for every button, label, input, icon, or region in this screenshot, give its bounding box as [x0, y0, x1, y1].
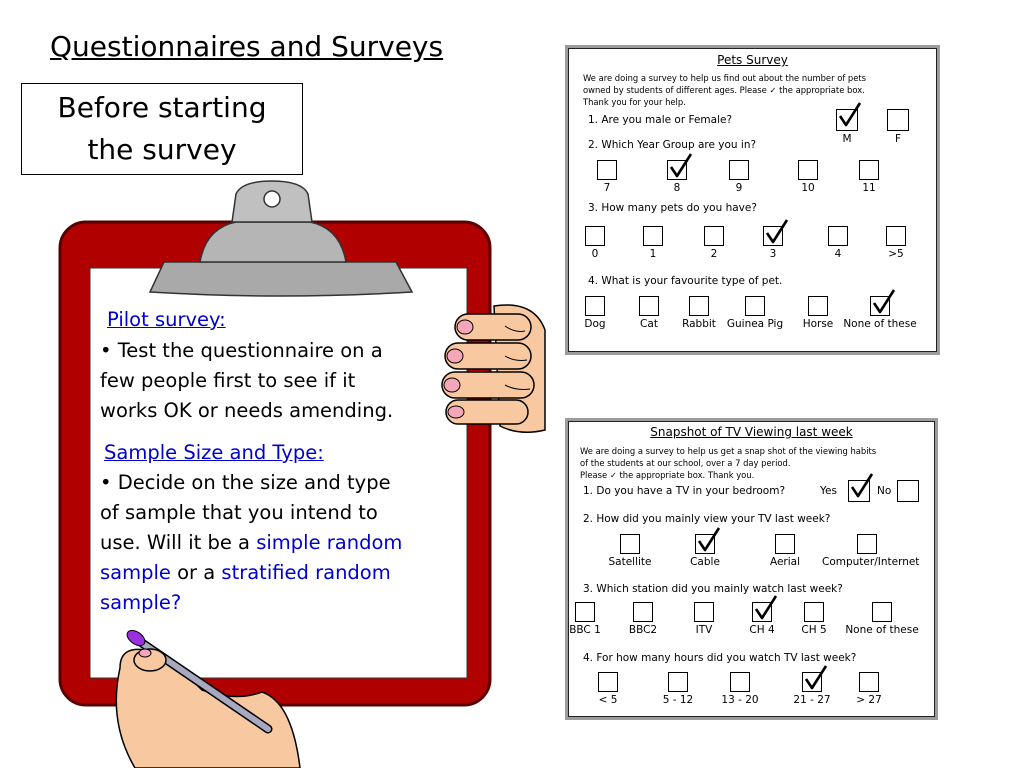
option-label: 9	[735, 182, 743, 194]
highlight-segment: sample?	[100, 591, 182, 614]
option-label: > 27	[856, 694, 882, 706]
checkbox	[870, 296, 890, 316]
intro-line: We are doing a survey to help us find out about the number of pets	[583, 73, 867, 83]
option-label-yes: Yes	[820, 485, 837, 497]
option-aerial	[740, 534, 830, 568]
checkbox-yes	[848, 480, 870, 502]
option-label: Dog	[584, 318, 606, 330]
option-none-of-these	[837, 602, 927, 636]
option-label: 3	[769, 248, 777, 260]
option-label: Horse	[802, 318, 834, 330]
sample-line-2	[100, 498, 402, 528]
option-more-than-27	[824, 672, 914, 706]
tv-question-3: 3. Which station did you mainly watch last week?	[583, 583, 843, 595]
checkbox	[775, 534, 795, 554]
check-mark-icon	[849, 474, 873, 500]
checkbox	[633, 602, 653, 622]
checkbox	[704, 226, 724, 246]
checkbox	[802, 672, 822, 692]
checkbox	[598, 672, 618, 692]
pilot-line-3: works OK or needs amending.	[100, 399, 394, 422]
option-label: Cable	[690, 556, 720, 568]
pets-survey-form	[565, 45, 940, 355]
option-label: 5 - 12	[662, 694, 694, 706]
intro-line: of the students at our school, over a 7 day period.	[580, 458, 791, 468]
option-label: < 5	[598, 694, 618, 706]
option-label: F	[894, 133, 902, 145]
sample-line-3	[100, 528, 402, 558]
text-segment: use. Will it be a	[100, 531, 257, 554]
checkbox	[689, 296, 709, 316]
checkbox	[857, 534, 877, 554]
option-year-11	[824, 160, 914, 194]
checkbox	[828, 226, 848, 246]
highlight-segment: sample	[100, 561, 171, 584]
checkbox	[620, 534, 640, 554]
pets-question-2: 2. Which Year Group are you in?	[588, 139, 757, 151]
box-line-2: the survey	[87, 133, 237, 166]
tv-viewing-survey-form	[565, 418, 938, 720]
option-label: Guinea Pig	[726, 318, 784, 330]
pilot-survey-heading: Pilot survey:	[107, 308, 226, 331]
checkbox	[745, 296, 765, 316]
checkbox	[575, 602, 595, 622]
pets-survey-title: Pets Survey	[717, 53, 788, 67]
sample-line-5	[100, 588, 402, 618]
sample-size-heading: Sample Size and Type:	[104, 441, 324, 464]
pets-survey-intro	[583, 72, 866, 108]
option-label: ITV	[695, 624, 713, 636]
option-label: 13 - 20	[721, 694, 759, 706]
option-label: 8	[673, 182, 681, 194]
tv-question-1: 1. Do you have a TV in your bedroom?	[583, 485, 786, 497]
option-pets-more-than-5	[851, 226, 941, 260]
pets-question-1: 1. Are you male or Female?	[588, 114, 733, 126]
tv-question-4: 4. For how many hours did you watch TV last week?	[583, 652, 857, 664]
checkbox	[872, 602, 892, 622]
option-label: CH 4	[749, 624, 775, 636]
checkbox-no	[897, 480, 919, 502]
check-mark-icon	[871, 290, 895, 316]
checkbox	[695, 534, 715, 554]
checkbox	[798, 160, 818, 180]
option-label: 2	[710, 248, 718, 260]
option-female	[853, 109, 943, 145]
option-label: Rabbit	[682, 318, 716, 330]
checkbox	[585, 296, 605, 316]
check-mark-icon	[668, 154, 692, 180]
checkbox	[859, 160, 879, 180]
option-none-of-these	[835, 296, 925, 330]
option-label: Cat	[640, 318, 658, 330]
before-starting-box	[21, 83, 303, 175]
option-label: CH 5	[801, 624, 827, 636]
option-cable	[660, 534, 750, 568]
check-mark-icon	[764, 220, 788, 246]
checkbox	[585, 226, 605, 246]
option-label: 10	[801, 182, 815, 194]
text-segment: or a	[170, 561, 222, 584]
option-label: 21 - 27	[793, 694, 831, 706]
tv-question-2: 2. How did you mainly view your TV last week?	[583, 513, 831, 525]
intro-line: We are doing a survey to help us get a snap shot of the viewing habits	[580, 446, 877, 456]
option-label: 7	[603, 182, 611, 194]
sample-size-text	[100, 468, 402, 618]
intro-line: owned by students of different ages. Please ✓ the appropriate box.	[583, 85, 865, 95]
intro-line: Thank you for your help.	[583, 97, 686, 107]
checkbox	[887, 109, 909, 131]
intro-line: Please ✓ the appropriate box. Thank you.	[580, 470, 755, 480]
option-label: >5	[888, 248, 904, 260]
option-label: 1	[649, 248, 657, 260]
pilot-survey-text	[100, 336, 393, 426]
checkbox	[763, 226, 783, 246]
slide-title: Questionnaires and Surveys	[50, 30, 444, 63]
pets-question-3: 3. How many pets do you have?	[588, 202, 757, 214]
checkbox	[668, 672, 688, 692]
sample-line-4	[100, 558, 402, 588]
option-label-no: No	[877, 485, 892, 497]
highlight-segment: stratified random	[221, 561, 391, 584]
checkbox	[804, 602, 824, 622]
checkbox	[859, 672, 879, 692]
pets-question-4: 4. What is your favourite type of pet.	[588, 275, 783, 287]
option-label: BBC 1	[569, 624, 601, 636]
text-segment: • Decide on the size and type	[100, 471, 391, 494]
checkbox	[667, 160, 687, 180]
sample-line-1	[100, 468, 402, 498]
option-label: None of these	[845, 624, 919, 636]
checkbox	[730, 672, 750, 692]
checkbox	[694, 602, 714, 622]
tv-survey-title: Snapshot of TV Viewing last week	[650, 425, 853, 439]
option-label: BBC2	[628, 624, 658, 636]
highlight-segment: simple random	[256, 531, 403, 554]
option-label: M	[842, 133, 852, 145]
pilot-line-1: • Test the questionnaire on a	[100, 339, 383, 362]
option-label: 0	[591, 248, 599, 260]
text-segment: of sample that you intend to	[100, 501, 378, 524]
option-label: Aerial	[769, 556, 801, 568]
option-label: None of these	[843, 318, 917, 330]
checkbox	[808, 296, 828, 316]
checkbox	[643, 226, 663, 246]
option-label: 4	[834, 248, 842, 260]
tv-survey-intro	[580, 445, 876, 481]
checkbox	[886, 226, 906, 246]
option-computer-internet	[822, 534, 920, 568]
pilot-line-2: few people first to see if it	[100, 369, 356, 392]
option-label: 11	[862, 182, 876, 194]
check-mark-icon	[696, 528, 720, 554]
option-label: Satellite	[608, 556, 652, 568]
box-line-1: Before starting	[57, 91, 267, 124]
checkbox	[729, 160, 749, 180]
checkbox	[597, 160, 617, 180]
option-label: Computer/Internet	[822, 556, 920, 568]
